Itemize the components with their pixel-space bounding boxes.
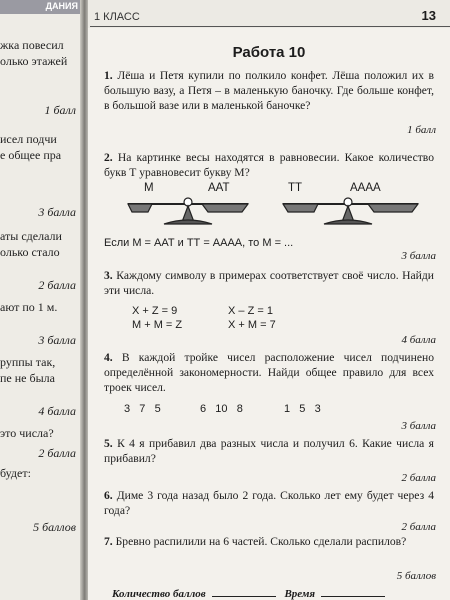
page-footer xyxy=(112,588,391,600)
left-score: 3 балла xyxy=(38,205,76,219)
left-fragment: олько стало xyxy=(0,245,60,259)
task-2-condition: Если М = ААТ и ТТ = АААА, то М = ... xyxy=(104,237,294,249)
equation: M + M = Z xyxy=(132,319,183,331)
page-title: Работа 10 xyxy=(232,44,306,61)
left-fragment: будет: xyxy=(0,466,31,480)
task-number: 7. xyxy=(104,535,113,548)
time-label: Время xyxy=(284,588,316,600)
balance-scale-2 xyxy=(283,198,418,224)
left-fragment: руппы так, xyxy=(0,355,56,369)
header-rule xyxy=(90,26,450,27)
left-score: 4 балла xyxy=(38,404,76,418)
task-number: 3. xyxy=(104,269,113,282)
equation: X + Z = 9 xyxy=(132,305,178,317)
scale-2-left-label: ТТ xyxy=(288,182,303,194)
left-fragment: исел подчи xyxy=(0,132,57,146)
balance-scale-1 xyxy=(128,198,248,224)
task-2-score: 3 балла xyxy=(401,250,436,262)
task-3 xyxy=(104,268,434,298)
points-blank-line xyxy=(212,596,276,597)
task-4 xyxy=(104,350,434,395)
left-fragment: это числа? xyxy=(0,426,54,440)
left-score: 2 балла xyxy=(38,446,76,460)
left-fragment: жка повесил xyxy=(0,38,64,52)
equation: X + M = 7 xyxy=(228,319,276,331)
left-fragment: е общее пра xyxy=(0,148,62,162)
task-number: 5. xyxy=(104,437,113,450)
task-4-score: 3 балла xyxy=(401,420,436,432)
task-text: Лёша и Петя купили по полкило конфет. Лёша положил их в большую вазу, а Петя – в маленькую баночку. Где больше конфет, в большой вазе или в маленькой баночке? xyxy=(104,69,434,112)
page-header xyxy=(88,0,450,28)
left-fragment: пе не была xyxy=(0,371,55,385)
right-page xyxy=(88,0,450,600)
left-score: 1 балл xyxy=(44,103,76,117)
task-text: Бревно распилили на 6 частей. Сколько сделали распилов? xyxy=(115,535,407,548)
balance-scales-illustration xyxy=(118,196,428,230)
task-text: Диме 3 года назад было 2 года. Сколько лет ему будет через 4 года? xyxy=(104,489,434,517)
left-score: 2 балла xyxy=(38,278,76,292)
number-triple: 3 7 5 xyxy=(124,403,161,415)
task-text: На картинке весы находятся в равновесии. Какое количество букв Т уравновесит букву М? xyxy=(104,151,434,179)
points-label: Количество баллов xyxy=(112,588,206,600)
number-triple: 1 5 3 xyxy=(284,403,321,415)
equation: X – Z = 1 xyxy=(228,305,273,317)
task-number: 2. xyxy=(104,151,113,164)
task-7 xyxy=(104,534,434,549)
task-3-score: 4 балла xyxy=(401,334,436,346)
grade-label: 1 КЛАСС xyxy=(94,11,140,23)
task-text: Каждому символу в примерах соответствует своё число. Найди эти числа. xyxy=(104,269,434,297)
left-fragment: аты сделали xyxy=(0,229,62,243)
task-5-score: 2 балла xyxy=(401,472,436,484)
task-text: К 4 я прибавил два разных числа и получил 6. Какие числа я прибавил? xyxy=(104,437,434,465)
task-1 xyxy=(104,68,434,113)
task-1-score: 1 балл xyxy=(407,124,436,136)
left-page-header-strip xyxy=(0,0,80,14)
scale-2-right-label: АААА xyxy=(350,182,381,194)
left-page-header-text: ДАНИЯ xyxy=(45,1,78,11)
task-text: В каждой тройке чисел расположение чисел подчинено определённой закономерности. Найди общее правило для всех троек чисел. xyxy=(104,351,434,394)
task-6-score: 2 балла xyxy=(401,521,436,533)
left-fragment: ают по 1 м. xyxy=(0,300,58,314)
left-page xyxy=(0,0,86,600)
task-number: 1. xyxy=(104,69,113,82)
left-score: 5 баллов xyxy=(33,520,76,534)
time-blank-line xyxy=(321,596,385,597)
task-number: 4. xyxy=(104,351,113,364)
left-score: 3 балла xyxy=(38,333,76,347)
task-5 xyxy=(104,436,434,466)
scale-1-left-label: М xyxy=(144,182,154,194)
page-number: 13 xyxy=(421,8,436,23)
task-2 xyxy=(104,150,434,180)
number-triple: 6 10 8 xyxy=(200,403,243,415)
scale-1-right-label: ААТ xyxy=(208,182,230,194)
left-fragment: олько этажей xyxy=(0,54,68,68)
task-7-score: 5 баллов xyxy=(396,570,436,582)
task-6 xyxy=(104,488,434,518)
task-number: 6. xyxy=(104,489,113,502)
